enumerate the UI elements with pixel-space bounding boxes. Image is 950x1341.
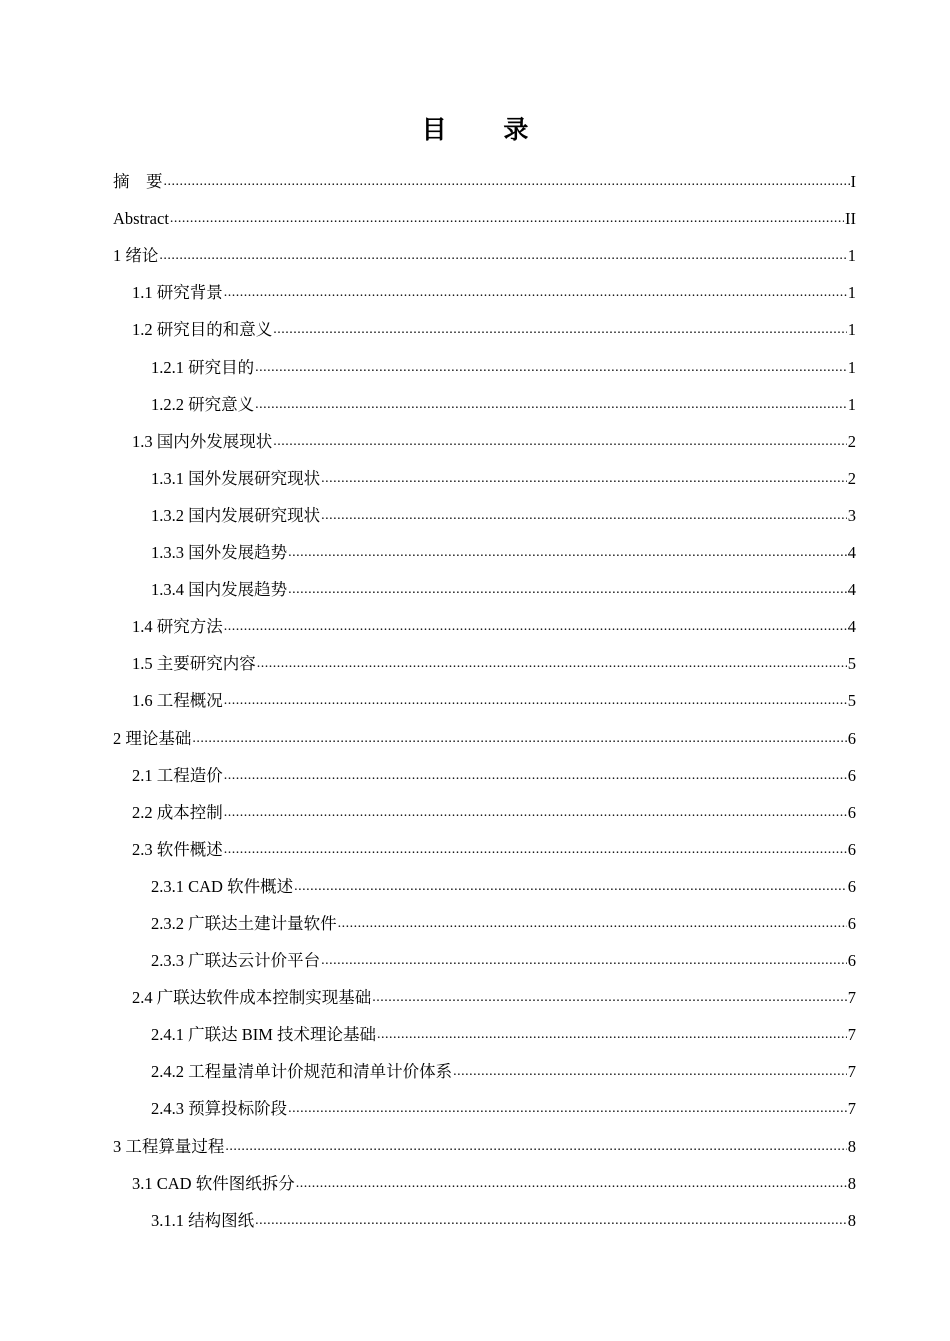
toc-entry[interactable]: [113, 420, 856, 457]
toc-dot-leader: [255, 1210, 847, 1232]
toc-entry[interactable]: [113, 1124, 856, 1161]
toc-entry[interactable]: [113, 271, 856, 308]
toc-entry-page-number: 6: [847, 913, 856, 933]
toc-dot-leader: [321, 950, 847, 972]
toc-entry[interactable]: [113, 1199, 856, 1236]
toc-dot-leader: [288, 579, 847, 601]
toc-entry-page-number: 7: [847, 1099, 856, 1119]
toc-entry-page-number: 4: [847, 580, 856, 600]
toc-entry-label: 摘 要: [113, 172, 163, 192]
toc-entry-page-number: 7: [847, 1062, 856, 1082]
toc-entry-page-number: 8: [847, 1136, 856, 1156]
toc-dot-leader: [338, 913, 847, 935]
toc-entry[interactable]: [113, 234, 856, 271]
toc-entry-label: 1.3.4 国内发展趋势: [151, 580, 288, 600]
toc-entry-label: 2.3.2 广联达土建计量软件: [151, 913, 337, 933]
toc-entry-page-number: 8: [847, 1210, 856, 1230]
toc-entry[interactable]: [113, 976, 856, 1013]
toc-entry[interactable]: [113, 605, 856, 642]
toc-entry-label: 1.2 研究目的和意义: [132, 320, 273, 340]
toc-entry[interactable]: [113, 754, 856, 791]
toc-dot-leader: [224, 839, 847, 861]
table-of-contents: [113, 160, 856, 1236]
toc-dot-leader: [224, 802, 847, 824]
toc-entry[interactable]: [113, 1013, 856, 1050]
toc-entry-page-number: 6: [847, 765, 856, 785]
toc-entry[interactable]: [113, 345, 856, 382]
toc-dot-leader: [321, 505, 847, 527]
toc-dot-leader: [296, 1173, 847, 1195]
toc-entry-label: 2.2 成本控制: [132, 802, 223, 822]
toc-dot-leader: [288, 542, 847, 564]
toc-entry-page-number: 1: [847, 394, 856, 414]
toc-entry-label: 2.3 软件概述: [132, 839, 223, 859]
toc-entry-label: 3.1 CAD 软件图纸拆分: [132, 1173, 295, 1193]
toc-dot-leader: [255, 394, 847, 416]
toc-entry[interactable]: [113, 1087, 856, 1124]
toc-entry[interactable]: [113, 197, 856, 234]
toc-entry-label: 2.1 工程造价: [132, 765, 223, 785]
toc-dot-leader: [273, 431, 847, 453]
toc-entry-label: 2.3.3 广联达云计价平台: [151, 951, 321, 971]
toc-entry-label: 1.2.2 研究意义: [151, 394, 255, 414]
toc-entry-label: 3.1.1 结构图纸: [151, 1210, 255, 1230]
toc-entry-page-number: 6: [847, 802, 856, 822]
page-title: 目 录: [421, 115, 553, 144]
toc-entry[interactable]: [113, 568, 856, 605]
toc-dot-leader: [170, 208, 844, 230]
toc-dot-leader: [372, 987, 847, 1009]
toc-entry[interactable]: [113, 160, 856, 197]
toc-entry-label: 2.4 广联达软件成本控制实现基础: [132, 988, 372, 1008]
toc-entry-label: 1.2.1 研究目的: [151, 357, 255, 377]
toc-dot-leader: [257, 653, 847, 675]
toc-dot-leader: [294, 876, 847, 898]
toc-entry-page-number: 2: [847, 468, 856, 488]
toc-dot-leader: [192, 728, 846, 750]
toc-entry-page-number: 1: [847, 246, 856, 266]
toc-entry-page-number: 6: [847, 839, 856, 859]
toc-entry[interactable]: [113, 308, 856, 345]
toc-entry-label: 1.3.1 国外发展研究现状: [151, 468, 321, 488]
toc-dot-leader: [255, 357, 847, 379]
toc-entry-label: 2.3.1 CAD 软件概述: [151, 876, 294, 896]
toc-entry-label: 1.1 研究背景: [132, 283, 223, 303]
toc-dot-leader: [453, 1061, 847, 1083]
toc-entry[interactable]: [113, 383, 856, 420]
toc-entry[interactable]: [113, 642, 856, 679]
toc-entry[interactable]: [113, 494, 856, 531]
toc-dot-leader: [224, 616, 847, 638]
toc-entry-label: 1.3 国内外发展现状: [132, 431, 273, 451]
toc-entry[interactable]: [113, 457, 856, 494]
toc-entry-label: 2.4.1 广联达 BIM 技术理论基础: [151, 1025, 377, 1045]
toc-dot-leader: [159, 245, 846, 267]
toc-entry-label: 1.3.2 国内发展研究现状: [151, 505, 321, 525]
toc-entry-page-number: 7: [847, 1025, 856, 1045]
toc-entry[interactable]: [113, 828, 856, 865]
toc-entry-page-number: 6: [847, 951, 856, 971]
toc-entry[interactable]: [113, 939, 856, 976]
toc-entry-page-number: 5: [847, 691, 856, 711]
toc-dot-leader: [225, 1136, 846, 1158]
toc-entry-page-number: 4: [847, 617, 856, 637]
toc-dot-leader: [224, 282, 847, 304]
toc-entry-label: 1.4 研究方法: [132, 617, 223, 637]
toc-entry[interactable]: [113, 865, 856, 902]
toc-entry[interactable]: [113, 1162, 856, 1199]
toc-entry-label: 1 绪论: [113, 246, 159, 266]
toc-dot-leader: [273, 319, 847, 341]
toc-entry-label: 2.4.2 工程量清单计价规范和清单计价体系: [151, 1062, 453, 1082]
toc-entry-label: 3 工程算量过程: [113, 1136, 225, 1156]
toc-entry-label: Abstract: [113, 209, 169, 229]
toc-entry-label: 1.6 工程概况: [132, 691, 223, 711]
toc-entry-page-number: 6: [847, 876, 856, 896]
toc-entry-page-number: II: [845, 209, 856, 229]
toc-dot-leader: [288, 1098, 847, 1120]
toc-entry[interactable]: [113, 1050, 856, 1087]
toc-entry-page-number: 1: [847, 320, 856, 340]
toc-entry[interactable]: [113, 902, 856, 939]
toc-entry-page-number: 3: [847, 505, 856, 525]
toc-entry-page-number: 5: [847, 654, 856, 674]
toc-entry-label: 1.3.3 国外发展趋势: [151, 543, 288, 563]
toc-dot-leader: [224, 690, 847, 712]
toc-entry-label: 2.4.3 预算投标阶段: [151, 1099, 288, 1119]
toc-entry-page-number: 2: [847, 431, 856, 451]
toc-dot-leader: [224, 765, 847, 787]
toc-entry-page-number: 1: [847, 283, 856, 303]
toc-entry-page-number: I: [850, 172, 856, 192]
toc-entry-page-number: 7: [847, 988, 856, 1008]
toc-entry-page-number: 6: [847, 728, 856, 748]
toc-entry-label: 2 理论基础: [113, 728, 192, 748]
toc-dot-leader: [164, 171, 850, 193]
toc-entry-page-number: 1: [847, 357, 856, 377]
toc-entry[interactable]: [113, 791, 856, 828]
toc-entry-page-number: 4: [847, 543, 856, 563]
toc-entry[interactable]: [113, 716, 856, 753]
toc-entry[interactable]: [113, 531, 856, 568]
toc-entry[interactable]: [113, 679, 856, 716]
toc-dot-leader: [377, 1024, 847, 1046]
toc-dot-leader: [321, 468, 847, 490]
toc-entry-label: 1.5 主要研究内容: [132, 654, 256, 674]
toc-entry-page-number: 8: [847, 1173, 856, 1193]
